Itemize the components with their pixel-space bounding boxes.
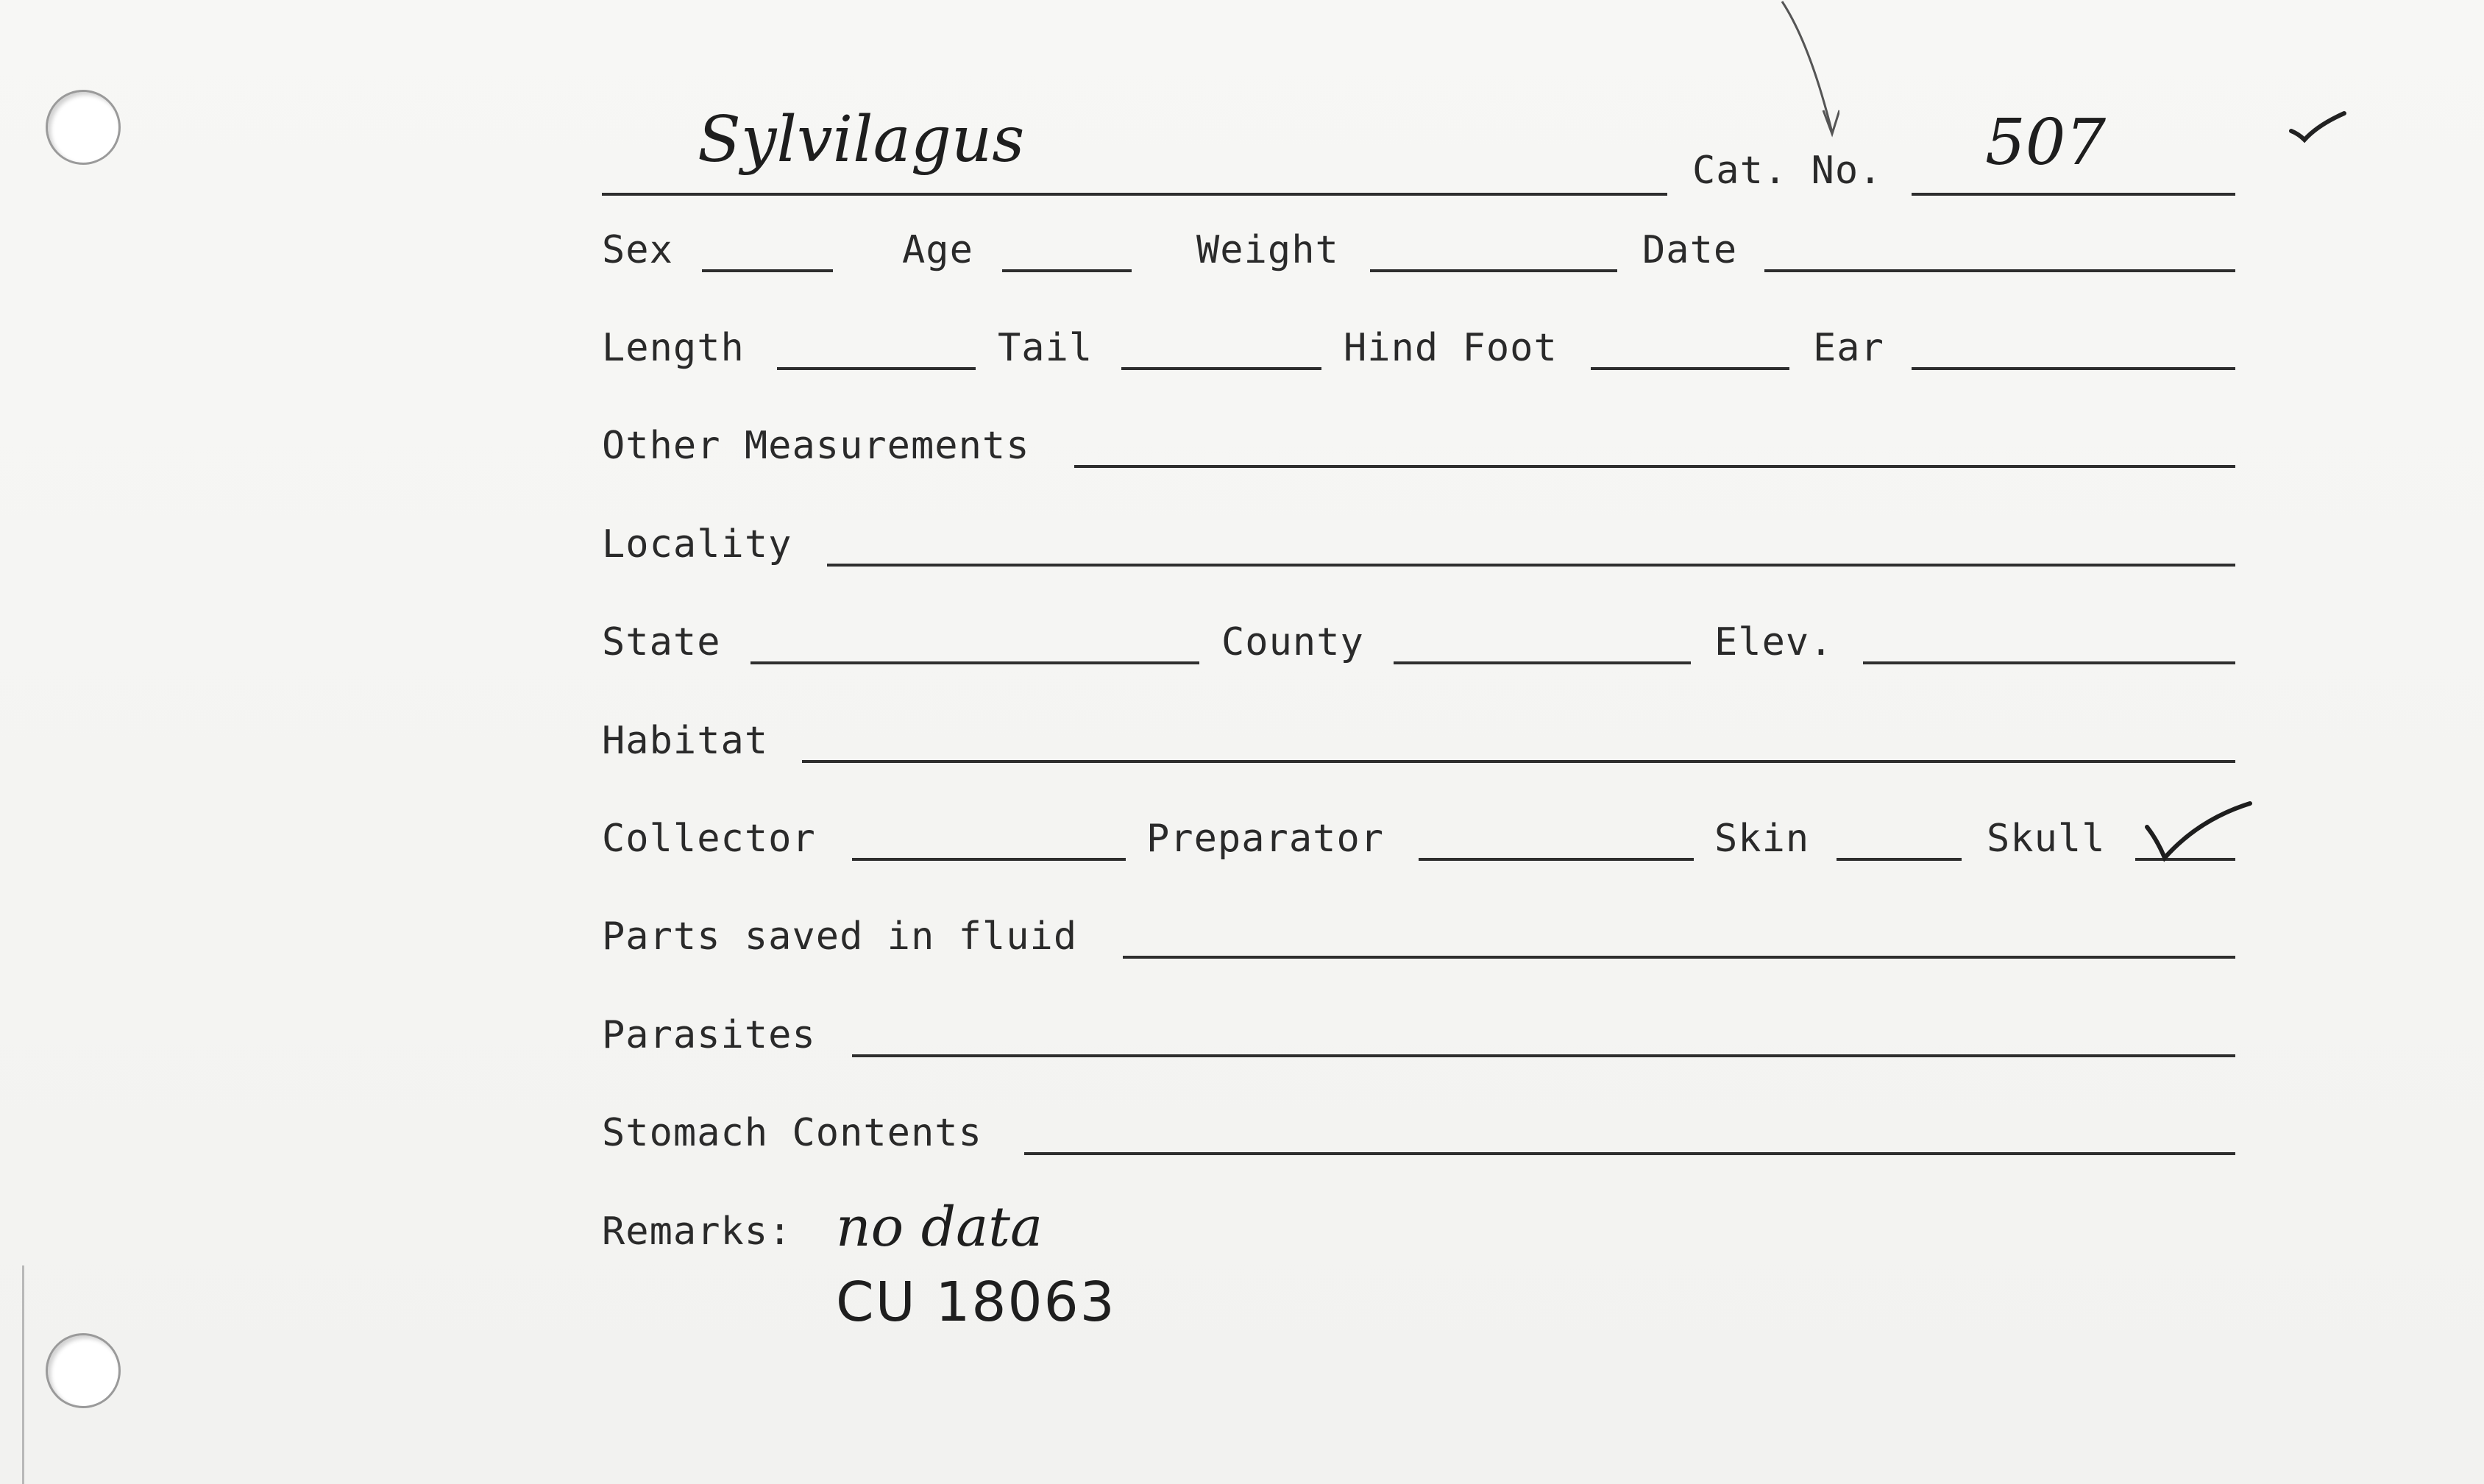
length-line[interactable] [777,367,976,370]
skull-check-icon [2140,798,2257,864]
top-right-check-icon [2288,109,2347,146]
county-label: County [1221,620,1364,664]
weight-label: Weight [1196,228,1339,272]
cat-no-label: Cat. No. [1692,149,1883,193]
remarks-label: Remarks: [602,1210,792,1254]
other-measurements-label: Other Measurements [602,424,1030,468]
habitat-line[interactable] [802,760,2235,763]
sex-row [602,221,2235,280]
date-label: Date [1642,228,1738,272]
elev-line[interactable] [1863,661,2235,664]
remarks-line-1: no data [836,1196,1043,1259]
parasites-row [602,1006,2235,1065]
punch-hole-bottom [46,1333,121,1408]
hind-foot-label: Hind Foot [1344,326,1558,370]
parts-saved-line[interactable] [1123,956,2235,959]
tail-label: Tail [998,326,1093,370]
parts-saved-row [602,907,2235,966]
locality-line[interactable] [827,564,2235,567]
elev-label: Elev. [1714,620,1834,664]
stomach-contents-row [602,1104,2235,1162]
sex-line[interactable] [702,269,833,272]
genus-line[interactable] [602,193,1667,196]
skin-label: Skin [1714,817,1810,861]
other-measurements-line[interactable] [1074,465,2235,468]
tail-line[interactable] [1121,367,1321,370]
hind-foot-line[interactable] [1591,367,1789,370]
cat-no-line[interactable] [1912,193,2235,196]
habitat-label: Habitat [602,719,769,763]
sex-label: Sex [602,228,673,272]
state-line[interactable] [750,661,1199,664]
parasites-line[interactable] [852,1054,2235,1057]
cat-no-value: 507 [1985,106,2107,180]
skin-line[interactable] [1837,858,1962,861]
measure-row [602,319,2235,377]
collector-label: Collector [602,817,816,861]
stomach-contents-line[interactable] [1024,1152,2235,1155]
ear-line[interactable] [1912,367,2235,370]
collector-line[interactable] [852,858,1126,861]
skull-label: Skull [1987,817,2106,861]
title-row [602,103,2235,199]
habitat-row [602,711,2235,770]
other-measurements-row [602,416,2235,475]
length-label: Length [602,326,745,370]
weight-line[interactable] [1370,269,1617,272]
age-label: Age [902,228,973,272]
preparator-label: Preparator [1146,817,1385,861]
state-label: State [602,620,721,664]
age-line[interactable] [1002,269,1132,272]
remarks-line-2: CU 18063 [836,1271,1116,1334]
parasites-label: Parasites [602,1013,816,1057]
preparator-line[interactable] [1419,858,1694,861]
remarks-row [602,1196,2235,1334]
collector-row [602,809,2235,868]
punch-hole-top [46,90,121,165]
locality-row [602,515,2235,574]
county-line[interactable] [1394,661,1691,664]
stomach-contents-label: Stomach Contents [602,1111,982,1155]
ear-label: Ear [1813,326,1884,370]
date-line[interactable] [1764,269,2235,272]
parts-saved-label: Parts saved in fluid [602,915,1078,959]
locality-label: Locality [602,522,792,567]
genus-text: Sylvilagus [698,103,1025,177]
place-row [602,613,2235,672]
card-edge [0,1265,24,1484]
